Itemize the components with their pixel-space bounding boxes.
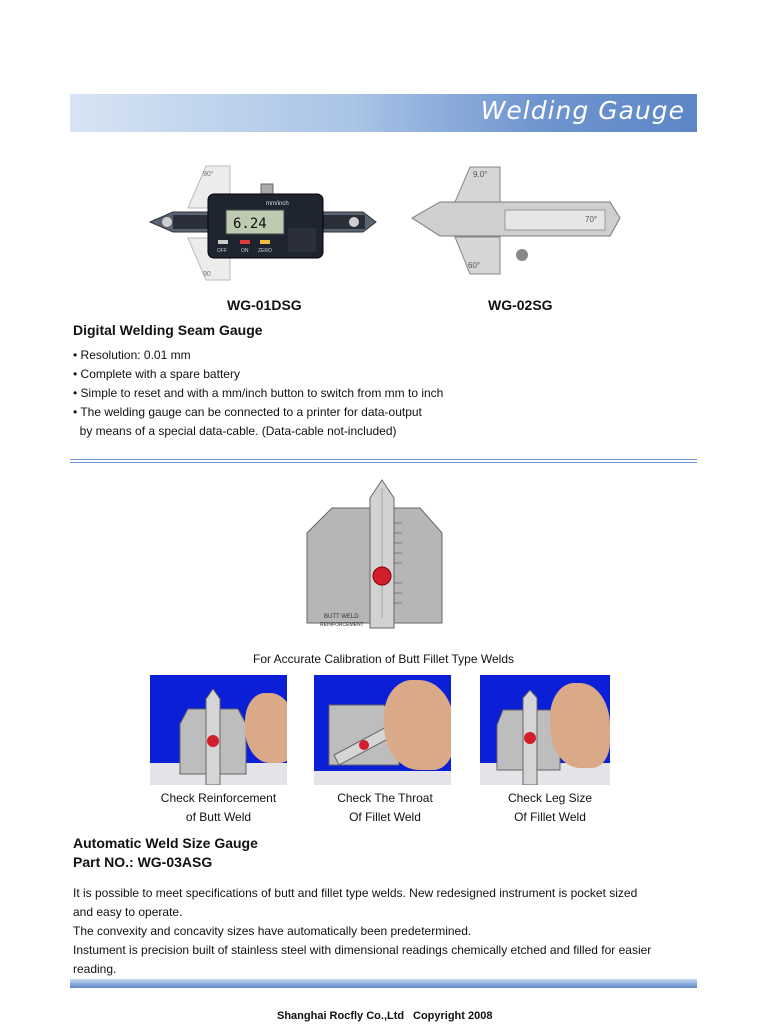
digital-gauge-image [148,158,378,288]
description-paragraph [73,884,703,979]
paragraph-line: and easy to operate. [73,905,183,919]
check-caption-throat [314,789,456,827]
svg-text:9.0°: 9.0° [473,170,488,179]
photo-check-throat [314,675,451,785]
paragraph-line: Instument is precision built of stainless steel with dimensional readings chemically etched and filled for easier [73,943,652,957]
automatic-gauge-image [302,478,447,636]
check-caption-line: Of Fillet Weld [514,810,586,824]
calibration-caption: For Accurate Calibration of Butt Fillet Type Welds [252,652,514,666]
check-caption-reinforcement [150,789,287,827]
check-caption-line: Check Reinforcement [160,791,277,805]
page-title: Welding Gauge [480,96,685,125]
svg-text:90°: 90° [203,171,214,178]
photo-check-reinforcement [150,675,287,785]
feature-item: by means of a special data-cable. (Data-cable not-included) [73,424,397,438]
digital-gauge-heading: Digital Welding Seam Gauge [73,322,263,338]
feature-item: • Simple to reset and with a mm/inch button to switch from mm to inch [73,386,444,400]
footer-company: Shanghai Rocfly Co.,Ltd [277,1010,405,1022]
paragraph-line: The convexity and concavity sizes have automatically been predetermined. [73,924,472,938]
svg-text:70°: 70° [585,215,598,224]
svg-text:REINFORCEMENT: REINFORCEMENT [320,622,364,628]
check-caption-line: of Butt Weld [185,810,252,824]
paragraph-line: It is possible to meet specifications of butt and fillet type welds. New redesigned instrument is pocket sized [73,886,638,900]
gauge-unit-label: mm/inch [266,201,289,207]
digital-feature-list [73,346,443,441]
feature-item: • The welding gauge can be connected to a printer for data-output [73,405,422,419]
product-model-wg02sg: WG-02SG [488,297,553,313]
section-divider [70,459,697,463]
check-caption-line: Check Leg Size [507,791,593,805]
paragraph-line: reading. [73,962,117,976]
title-banner [70,94,697,132]
mechanical-gauge-image [410,152,622,282]
check-caption-line: Check The Throat [337,791,433,805]
gauge-button-off: OFF [217,248,227,254]
photo-check-leg-size [480,675,610,785]
gauge-button-on: ON [241,248,249,254]
part-number: Part NO.: WG-03ASG [73,854,213,870]
automatic-gauge-heading: Automatic Weld Size Gauge [73,835,258,851]
feature-item: • Resolution: 0.01 mm [73,348,191,362]
footer-divider [70,979,697,988]
svg-text:90: 90 [203,271,211,278]
footer-copyright: Copyright 2008 [413,1010,493,1022]
check-caption-leg-size [480,789,620,827]
svg-text:60°: 60° [468,261,481,270]
gauge-display-value: 6.24 [233,216,267,232]
check-caption-line: Of Fillet Weld [349,810,421,824]
svg-text:BUTT WELD: BUTT WELD [324,614,359,620]
gauge-button-zero: ZERO [258,248,272,254]
feature-item: • Complete with a spare battery [73,367,240,381]
product-model-wg01dsg: WG-01DSG [227,297,302,313]
